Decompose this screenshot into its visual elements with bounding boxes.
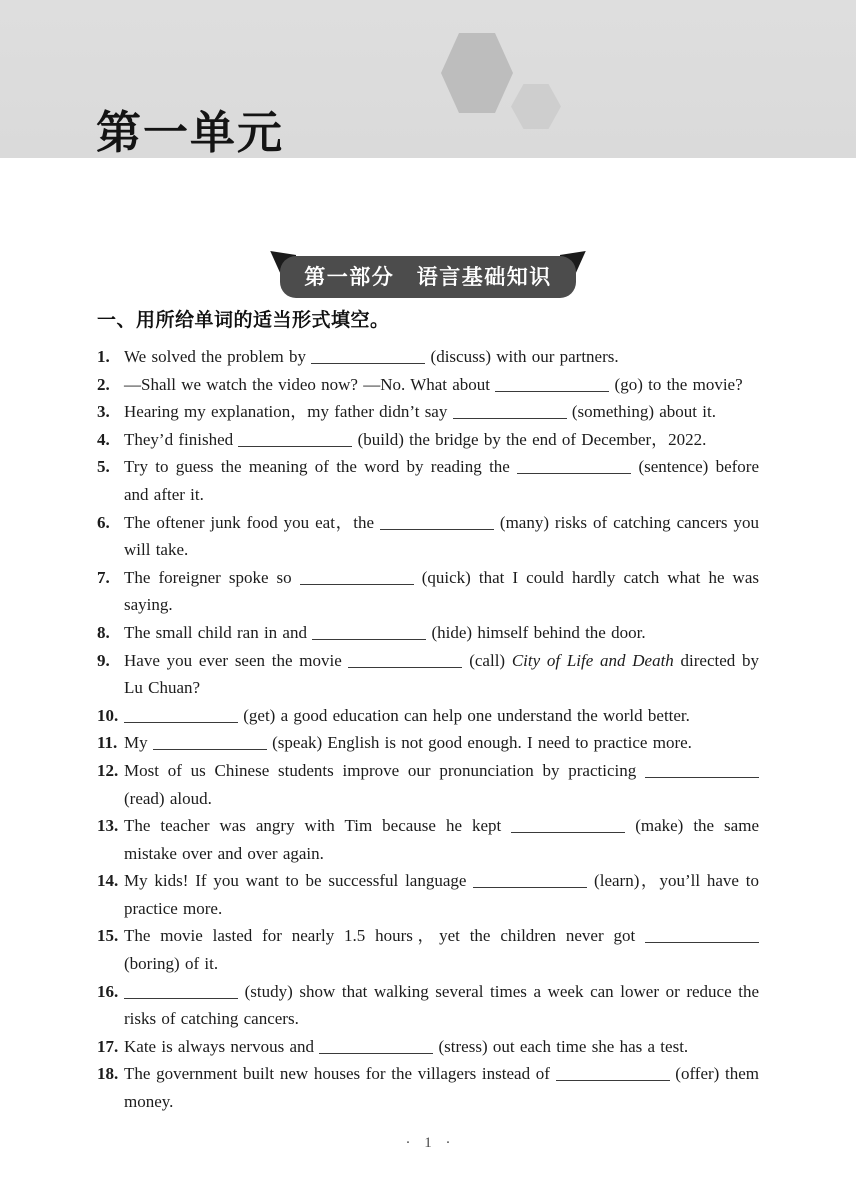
exercise-item (97, 702, 759, 730)
item-number: 13. (97, 816, 119, 836)
item-text: The foreigner spoke so (quick) that I could hardly catch what he was saying. (124, 567, 759, 615)
item-text: We solved the problem by (discuss) with our partners. (124, 347, 619, 366)
item-number: 17. (97, 1036, 119, 1056)
exercise-item (97, 371, 759, 399)
exercise-item (97, 812, 759, 867)
answer-blank (238, 431, 352, 447)
item-number: 9. (97, 650, 110, 670)
exercise-item (97, 867, 759, 922)
answer-blank (319, 1038, 433, 1054)
exercise-item (97, 564, 759, 619)
item-number: 10. (97, 705, 119, 725)
answer-blank (645, 762, 759, 778)
exercise-item (97, 453, 759, 508)
item-number: 11. (97, 733, 118, 753)
item-text: Hearing my explanation，my father didn’t say (something) about it. (124, 402, 716, 422)
exercise-item (97, 1060, 759, 1115)
exercise-item (97, 619, 759, 647)
hexagon-decoration-small-icon (511, 84, 561, 129)
exercise-item (97, 978, 759, 1033)
item-text: The oftener junk food you eat，the (many) risks of catching cancers you will take. (124, 512, 759, 560)
item-text: The small child ran in and (hide) himself behind the door. (124, 622, 646, 642)
item-number: 15. (97, 926, 119, 946)
item-text: Kate is always nervous and (stress) out each time she has a test. (124, 1036, 689, 1056)
item-text: (study) show that walking several times a week can lower or reduce the risks of catching cancers. (124, 981, 759, 1029)
answer-blank (511, 817, 625, 833)
item-text: —Shall we watch the video now? —No. What about (go) to the movie? (124, 374, 743, 394)
item-text: My kids! If you want to be successful language (learn)，you’ll have to practice more. (124, 871, 760, 918)
exercise-item (97, 922, 759, 977)
item-text: Try to guess the meaning of the word by reading the (sentence) before and after it. (124, 457, 759, 504)
exercise-item (97, 729, 759, 757)
item-text: The government built new houses for the villagers instead of (offer) them money. (124, 1064, 759, 1112)
exercise-item (97, 1033, 759, 1061)
answer-blank (473, 872, 587, 888)
exercise-item (97, 398, 759, 426)
item-number: 2. (97, 374, 110, 394)
exercise-item (97, 509, 759, 564)
item-number: 7. (97, 567, 110, 587)
answer-blank (153, 734, 267, 750)
section-heading: 一、用所给单词的适当形式填空。 (97, 310, 390, 331)
answer-blank (300, 569, 414, 585)
exercise-item (97, 757, 759, 812)
item-text: Have you ever seen the movie (call) City of Life and Death directed by Lu Chuan? (124, 650, 760, 698)
exercise-items (97, 343, 759, 1116)
item-text: They’d finished (build) the bridge by the end of December，2022. (124, 429, 707, 449)
exercise-section (97, 305, 759, 1116)
hexagon-decoration-large-icon (441, 33, 513, 113)
part-banner (0, 256, 856, 298)
answer-blank (348, 652, 462, 668)
answer-blank (311, 348, 425, 364)
page-number: · 1 · (405, 1135, 451, 1151)
item-number: 16. (97, 981, 119, 1001)
item-text: (get) a good education can help one understand the world better. (124, 702, 759, 730)
unit-title: 第一单元 (96, 106, 285, 158)
item-number: 6. (97, 512, 110, 532)
unit-header-band (0, 0, 856, 158)
item-text: The movie lasted for nearly 1.5 hours，yet the children never got (boring) of it. (124, 922, 759, 977)
item-number: 18. (97, 1064, 119, 1084)
item-number: 3. (97, 402, 110, 422)
answer-blank (556, 1065, 670, 1081)
item-number: 4. (97, 429, 110, 449)
item-number: 5. (97, 457, 110, 477)
answer-blank (312, 624, 426, 640)
answer-blank (495, 376, 609, 392)
exercise-item (97, 647, 759, 702)
exercise-item (97, 343, 759, 371)
answer-blank (453, 403, 567, 419)
item-number: 14. (97, 871, 119, 891)
answer-blank (124, 983, 238, 999)
part-banner-label: 第一部分 语言基础知识 (280, 256, 576, 298)
answer-blank (645, 927, 759, 943)
answer-blank (124, 707, 238, 723)
item-text: My (speak) English is not good enough. I need to practice more. (124, 733, 692, 753)
item-number: 12. (97, 760, 119, 780)
exercise-item (97, 426, 759, 454)
item-text: The teacher was angry with Tim because he kept (make) the same mistake over and over again. (124, 816, 759, 863)
answer-blank (380, 514, 494, 530)
item-number: 1. (97, 347, 110, 366)
item-text: Most of us Chinese students improve our pronunciation by practicing (read) aloud. (124, 757, 759, 812)
answer-blank (517, 458, 631, 474)
item-number: 8. (97, 622, 110, 642)
